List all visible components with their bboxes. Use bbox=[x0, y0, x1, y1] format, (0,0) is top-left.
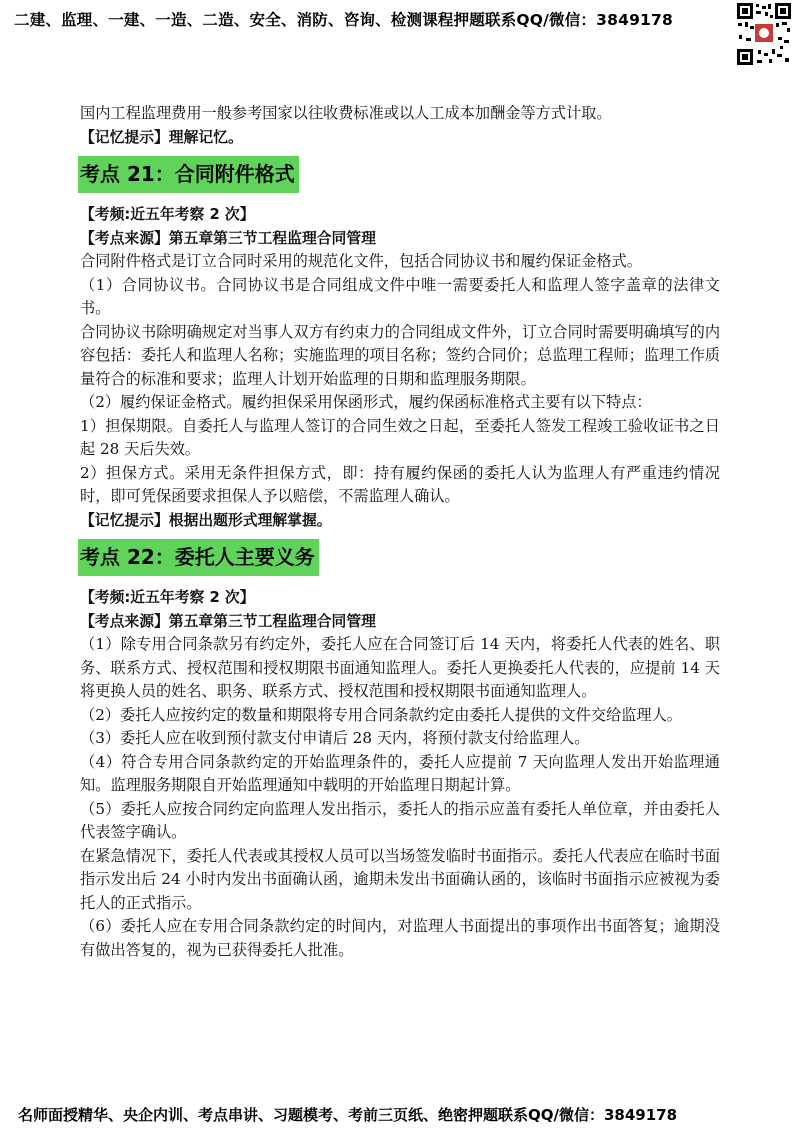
paragraph: 在紧急情况下，委托人代表或其授权人员可以当场签发临时书面指示。委托人代表应在临时书面指示发出后 24 小时内发出书面确认函，逾期未发出书面确认函的，该临时书面指示应被视为委托人的正式指示。 bbox=[80, 846, 720, 912]
memory-tip: 【记忆提示】根据出题形式理解掌握。 bbox=[80, 511, 332, 529]
paragraph: （6）委托人应在专用合同条款约定的时间内，对监理人书面提出的事项作出书面答复；逾期没有做出答复的，视为已获得委托人批准。 bbox=[80, 917, 720, 959]
paragraph: （1）合同协议书。合同协议书是合同组成文件中唯一需要委托人和监理人签字盖章的法律文书。 bbox=[80, 275, 720, 317]
document-body bbox=[80, 102, 720, 962]
topic-source: 【考点来源】第五章第三节工程监理合同管理 bbox=[80, 229, 376, 247]
page-footer: 名师面授精华、央企内训、考点串讲、习题模考、考前三页纸、绝密押题联系QQ/微信：3849178 bbox=[18, 1106, 678, 1124]
paragraph: 1）担保期限。自委托人与监理人签订的合同生效之日起，至委托人签发工程竣工验收证书之日起 28 天后失效。 bbox=[80, 416, 720, 458]
paragraph: 合同协议书除明确规定对当事人双方有约束力的合同组成文件外，订立合同时需要明确填写的内容包括：委托人和监理人名称；实施监理的项目名称；签约合同价；总监理工程师；监理工作质量符合的标准和要求；监理人计划开始监理的日期和监理服务期限。 bbox=[80, 322, 720, 388]
paragraph: （2）委托人应按约定的数量和期限将专用合同条款约定由委托人提供的文件交给监理人。 bbox=[80, 705, 682, 724]
paragraph: （3）委托人应在收到预付款支付申请后 28 天内，将预付款支付给监理人。 bbox=[80, 729, 590, 747]
memory-tip: 【记忆提示】理解记忆。 bbox=[80, 128, 243, 146]
paragraph: （1）除专用合同条款另有约定外，委托人应在合同签订后 14 天内，将委托人代表的姓名、职务、联系方式、授权范围和授权期限书面通知监理人。委托人更换委托人代表的，应提前 14 天将更换人员的姓名、职务、联系方式、授权范围和授权期限书面通知监理人。 bbox=[80, 635, 720, 700]
section-heading-22: 考点 22：委托人主要义务 bbox=[78, 539, 319, 576]
exam-frequency: 【考频:近五年考察 2 次】 bbox=[80, 206, 255, 223]
paragraph: 国内工程监理费用一般参考国家以往收费标准或以人工成本加酬金等方式计取。 bbox=[80, 104, 612, 122]
paragraph: 2）担保方式。采用无条件担保方式，即：持有履约保函的委托人认为监理人有严重违约情况时，即可凭保函要求担保人予以赔偿，不需监理人确认。 bbox=[80, 463, 720, 505]
qr-code-icon bbox=[736, 2, 792, 66]
paragraph: （2）履约保证金格式。履约担保采用保函形式，履约保函标准格式主要有以下特点： bbox=[80, 393, 652, 411]
topic-source: 【考点来源】第五章第三节工程监理合同管理 bbox=[80, 612, 376, 630]
paragraph: 合同附件格式是订立合同时采用的规范化文件，包括合同协议书和履约保证金格式。 bbox=[80, 252, 642, 270]
header-contact-text: 二建、监理、一建、一造、二造、安全、消防、咨询、检测课程押题联系QQ/微信：3849178 bbox=[14, 11, 674, 29]
paragraph: （5）委托人应按合同约定向监理人发出指示，委托人的指示应盖有委托人单位章，并由委托人代表签字确认。 bbox=[80, 799, 720, 841]
paragraph: （4）符合专用合同条款约定的开始监理条件的，委托人应提前 7 天向监理人发出开始监理通知。监理服务期限自开始监理通知中载明的开始监理日期起计算。 bbox=[80, 752, 720, 794]
page-header bbox=[0, 0, 800, 40]
exam-frequency: 【考频:近五年考察 2 次】 bbox=[80, 589, 255, 606]
section-heading-21: 考点 21：合同附件格式 bbox=[78, 156, 299, 193]
